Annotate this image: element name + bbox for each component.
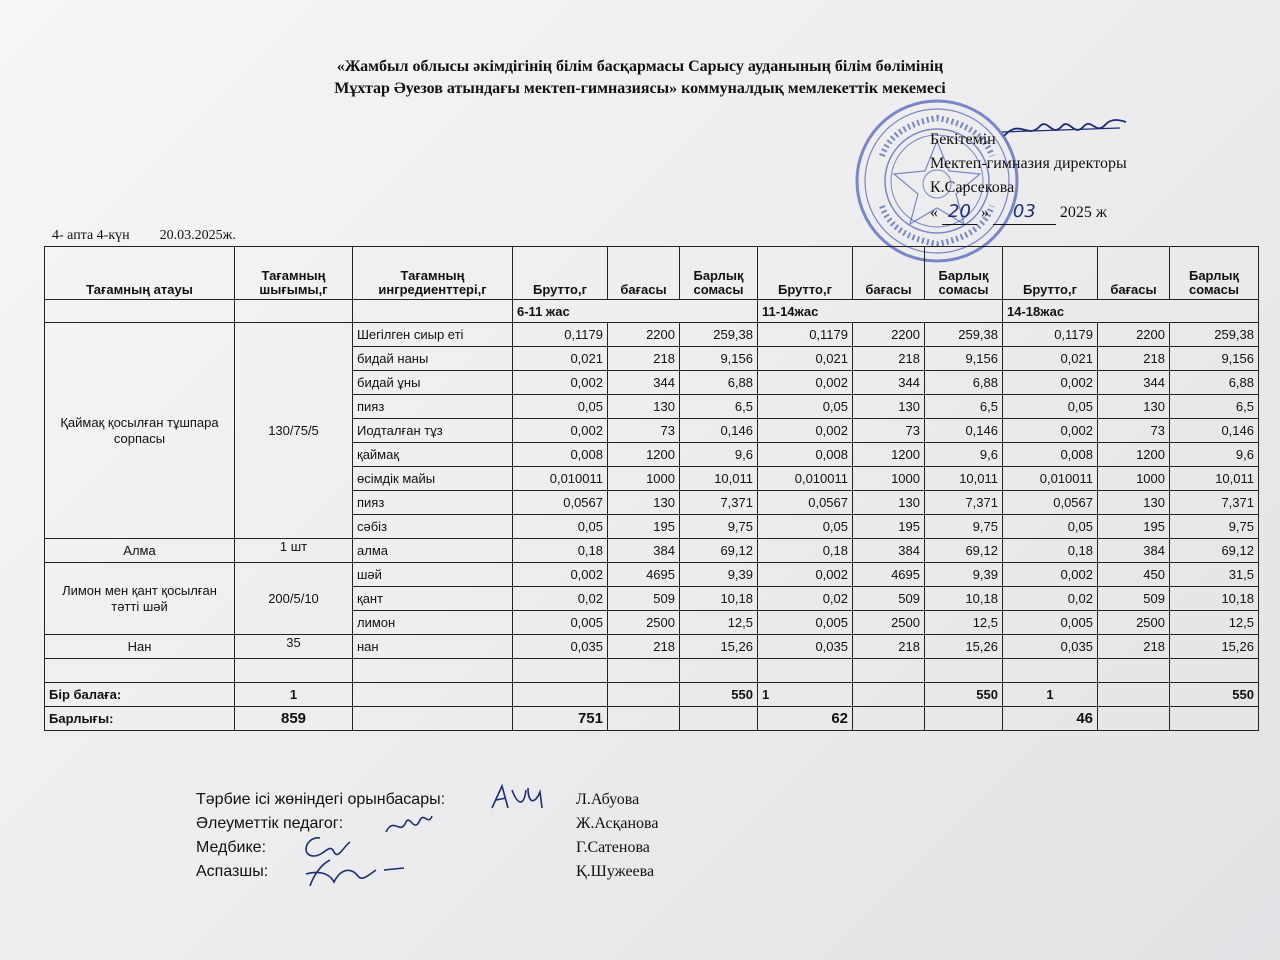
cell-total-2: 0,146	[925, 419, 1003, 443]
cell-total-1: 9,156	[680, 347, 758, 371]
cell-price-1: 130	[608, 491, 680, 515]
cell-total-2: 259,38	[925, 323, 1003, 347]
per-child-row	[45, 683, 1259, 707]
ingredient-name: лимон	[353, 611, 513, 635]
menu-table-head	[45, 247, 1259, 300]
approval-position: Мектеп-гимназия директоры	[930, 155, 1127, 172]
empty-row	[45, 659, 1259, 683]
header-price-3: бағасы	[1098, 247, 1170, 300]
cell-total-3: 9,6	[1170, 443, 1259, 467]
week-label: 4- апта 4-күн	[52, 228, 130, 243]
ingredient-name: бидай ұны	[353, 371, 513, 395]
cell-price-2: 130	[853, 395, 925, 419]
approval-title: Бекітемін	[930, 131, 996, 148]
cell-total-3: 9,156	[1170, 347, 1259, 371]
cell-brutto-2: 0,005	[758, 611, 853, 635]
grand-total-yield: 859	[235, 707, 353, 731]
header-total-1: Барлық сомасы	[680, 247, 758, 300]
age-group-2: 11-14жас	[758, 300, 1003, 323]
cell-brutto-3: 0,05	[1003, 395, 1098, 419]
header-brutto-1: Брутто,г	[513, 247, 608, 300]
per-child-label: Бір балаға:	[45, 683, 235, 707]
cell-total-3: 9,75	[1170, 515, 1259, 539]
cell-brutto-1: 0,002	[513, 563, 608, 587]
cell-price-1: 218	[608, 347, 680, 371]
header-yield: Тағамның шығымы,г	[235, 247, 353, 300]
cell-price-3: 509	[1098, 587, 1170, 611]
cell-price-2: 130	[853, 491, 925, 515]
dish-name: Алма	[45, 539, 235, 563]
cell-brutto-2: 0,035	[758, 635, 853, 659]
signature-row	[196, 812, 716, 836]
ingredient-name: қант	[353, 587, 513, 611]
ingredient-name: Иодталған тұз	[353, 419, 513, 443]
menu-table-footer	[45, 659, 1259, 731]
cell-price-3: 195	[1098, 515, 1170, 539]
cell-total-2: 9,39	[925, 563, 1003, 587]
dish-yield: 1 шт	[235, 539, 353, 563]
cell-total-2: 10,18	[925, 587, 1003, 611]
age-group-row	[45, 300, 1259, 323]
age-group-3: 14-18жас	[1003, 300, 1259, 323]
cell-brutto-3: 0,02	[1003, 587, 1098, 611]
cell-total-2: 12,5	[925, 611, 1003, 635]
cell-total-2: 7,371	[925, 491, 1003, 515]
cell-price-2: 218	[853, 347, 925, 371]
age-group-1: 6-11 жас	[513, 300, 758, 323]
cell-price-2: 344	[853, 371, 925, 395]
cell-total-2: 69,12	[925, 539, 1003, 563]
signature-role: Әлеуметтік педагог:	[196, 815, 344, 832]
menu-table-body	[45, 300, 1259, 659]
cell-price-1: 509	[608, 587, 680, 611]
cell-brutto-2: 0,002	[758, 371, 853, 395]
week-info	[52, 228, 236, 244]
cell-brutto-2: 0,002	[758, 419, 853, 443]
cell-price-3: 218	[1098, 347, 1170, 371]
ingredient-row	[45, 539, 1259, 563]
ingredient-name: пияз	[353, 395, 513, 419]
grand-total-row	[45, 707, 1259, 731]
cell-price-2: 195	[853, 515, 925, 539]
approval-day: 20	[942, 200, 977, 225]
ingredient-name: сәбіз	[353, 515, 513, 539]
cell-total-2: 6,5	[925, 395, 1003, 419]
cell-total-2: 15,26	[925, 635, 1003, 659]
signature-name: Г.Сатенова	[576, 839, 650, 856]
cell-total-1: 9,39	[680, 563, 758, 587]
cell-brutto-3: 0,008	[1003, 443, 1098, 467]
cell-brutto-2: 0,18	[758, 539, 853, 563]
date-quote-open: «	[930, 204, 938, 221]
cell-price-3: 130	[1098, 491, 1170, 515]
cell-total-3: 69,12	[1170, 539, 1259, 563]
cell-brutto-1: 0,05	[513, 515, 608, 539]
cell-brutto-1: 0,02	[513, 587, 608, 611]
cell-price-2: 2200	[853, 323, 925, 347]
ingredient-name: Шегілген сиыр еті	[353, 323, 513, 347]
header-ingredients: Тағамның ингредиенттері,г	[353, 247, 513, 300]
cell-price-3: 218	[1098, 635, 1170, 659]
cell-price-3: 73	[1098, 419, 1170, 443]
cell-total-1: 9,75	[680, 515, 758, 539]
cell-total-1: 259,38	[680, 323, 758, 347]
cell-price-2: 2500	[853, 611, 925, 635]
per-child-total-1: 550	[680, 683, 758, 707]
cell-price-1: 1000	[608, 467, 680, 491]
cell-total-3: 6,88	[1170, 371, 1259, 395]
week-date: 20.03.2025ж.	[159, 228, 236, 243]
signature-role: Медбике:	[196, 839, 267, 856]
cell-brutto-2: 0,008	[758, 443, 853, 467]
cell-price-1: 195	[608, 515, 680, 539]
cell-price-3: 1000	[1098, 467, 1170, 491]
cell-brutto-1: 0,05	[513, 395, 608, 419]
cell-total-2: 6,88	[925, 371, 1003, 395]
cell-total-3: 15,26	[1170, 635, 1259, 659]
signature-role: Тәрбие ісі жөніндегі орынбасары:	[196, 791, 446, 808]
cell-brutto-3: 0,005	[1003, 611, 1098, 635]
cell-total-3: 259,38	[1170, 323, 1259, 347]
cell-total-3: 10,011	[1170, 467, 1259, 491]
cell-price-3: 1200	[1098, 443, 1170, 467]
cell-total-1: 10,18	[680, 587, 758, 611]
cell-total-1: 0,146	[680, 419, 758, 443]
cell-total-1: 12,5	[680, 611, 758, 635]
cell-price-1: 2500	[608, 611, 680, 635]
grand-total-brutto-2: 62	[758, 707, 853, 731]
director-signature-icon	[1000, 112, 1130, 146]
ingredient-row	[45, 323, 1259, 347]
grand-total-brutto-1: 751	[513, 707, 608, 731]
signature-role: Аспазшы:	[196, 863, 269, 880]
cell-price-1: 73	[608, 419, 680, 443]
cell-brutto-3: 0,1179	[1003, 323, 1098, 347]
cell-brutto-1: 0,005	[513, 611, 608, 635]
cell-brutto-1: 0,0567	[513, 491, 608, 515]
ingredient-name: шәй	[353, 563, 513, 587]
cell-brutto-3: 0,021	[1003, 347, 1098, 371]
header-line-2: Мұхтар Әуезов атындағы мектеп-гимназиясы» коммуналдық мемлекеттік мекемесі	[334, 80, 946, 97]
cell-total-3: 6,5	[1170, 395, 1259, 419]
cell-price-1: 4695	[608, 563, 680, 587]
cell-price-3: 450	[1098, 563, 1170, 587]
cell-brutto-3: 0,05	[1003, 515, 1098, 539]
menu-table	[44, 246, 1259, 731]
cell-brutto-1: 0,1179	[513, 323, 608, 347]
handwritten-signature-icon	[488, 782, 548, 814]
dish-name: Нан	[45, 635, 235, 659]
cell-total-1: 7,371	[680, 491, 758, 515]
cell-brutto-3: 0,010011	[1003, 467, 1098, 491]
per-child-total-2: 550	[925, 683, 1003, 707]
cell-total-3: 7,371	[1170, 491, 1259, 515]
cell-brutto-2: 0,05	[758, 515, 853, 539]
cell-price-1: 1200	[608, 443, 680, 467]
cell-brutto-1: 0,035	[513, 635, 608, 659]
cell-brutto-2: 0,021	[758, 347, 853, 371]
cell-brutto-3: 0,002	[1003, 371, 1098, 395]
cell-price-1: 344	[608, 371, 680, 395]
ingredient-name: алма	[353, 539, 513, 563]
cell-total-1: 6,88	[680, 371, 758, 395]
cell-brutto-2: 0,1179	[758, 323, 853, 347]
signature-row	[196, 860, 716, 884]
approval-month: 03	[993, 200, 1056, 225]
cell-brutto-3: 0,0567	[1003, 491, 1098, 515]
cell-price-3: 2200	[1098, 323, 1170, 347]
cell-brutto-3: 0,002	[1003, 419, 1098, 443]
ingredient-row	[45, 635, 1259, 659]
signature-name: Ж.Асқанова	[576, 815, 659, 832]
signature-row	[196, 788, 716, 812]
cell-brutto-1: 0,002	[513, 371, 608, 395]
cell-price-1: 218	[608, 635, 680, 659]
cell-brutto-2: 0,002	[758, 563, 853, 587]
date-quote-close: »	[980, 204, 989, 221]
dish-name: Қаймақ қосылған тұшпара сорпасы	[45, 323, 235, 539]
cell-total-1: 9,6	[680, 443, 758, 467]
ingredient-name: нан	[353, 635, 513, 659]
ingredient-name: пияз	[353, 491, 513, 515]
signature-row	[196, 836, 716, 860]
cell-total-3: 0,146	[1170, 419, 1259, 443]
approval-date	[930, 200, 1230, 225]
cell-price-2: 1000	[853, 467, 925, 491]
handwritten-signature-icon	[300, 856, 410, 890]
cell-price-2: 1200	[853, 443, 925, 467]
ingredient-name: қаймақ	[353, 443, 513, 467]
cell-price-1: 130	[608, 395, 680, 419]
cell-total-2: 10,011	[925, 467, 1003, 491]
header-price-1: бағасы	[608, 247, 680, 300]
cell-brutto-1: 0,18	[513, 539, 608, 563]
header-brutto-2: Брутто,г	[758, 247, 853, 300]
signature-name: Қ.Шужеева	[576, 863, 655, 880]
cell-total-2: 9,6	[925, 443, 1003, 467]
cell-price-3: 130	[1098, 395, 1170, 419]
cell-total-3: 31,5	[1170, 563, 1259, 587]
cell-brutto-1: 0,010011	[513, 467, 608, 491]
cell-total-1: 69,12	[680, 539, 758, 563]
per-child-brutto-2: 1	[758, 683, 853, 707]
header-brutto-3: Брутто,г	[1003, 247, 1098, 300]
cell-price-3: 384	[1098, 539, 1170, 563]
header-price-2: бағасы	[853, 247, 925, 300]
cell-total-2: 9,75	[925, 515, 1003, 539]
grand-total-label: Барлығы:	[45, 707, 235, 731]
cell-brutto-1: 0,002	[513, 419, 608, 443]
ingredient-name: өсімдік майы	[353, 467, 513, 491]
cell-price-2: 73	[853, 419, 925, 443]
cell-price-2: 4695	[853, 563, 925, 587]
cell-brutto-1: 0,008	[513, 443, 608, 467]
cell-total-3: 10,18	[1170, 587, 1259, 611]
cell-total-1: 15,26	[680, 635, 758, 659]
per-child-brutto-3: 1	[1003, 683, 1098, 707]
header-line-1: «Жамбыл облысы әкімдігінің білім басқармасы Сарысу ауданының білім бөлімінің	[336, 58, 944, 75]
cell-brutto-2: 0,010011	[758, 467, 853, 491]
approval-name: К.Сарсекова	[930, 179, 1015, 196]
cell-price-1: 2200	[608, 323, 680, 347]
header-total-2: Барлық сомасы	[925, 247, 1003, 300]
cell-brutto-3: 0,18	[1003, 539, 1098, 563]
ingredient-row	[45, 563, 1259, 587]
cell-total-2: 9,156	[925, 347, 1003, 371]
cell-price-2: 384	[853, 539, 925, 563]
cell-total-1: 6,5	[680, 395, 758, 419]
signatures-block	[196, 788, 716, 884]
header-total-3: Барлық сомасы	[1170, 247, 1259, 300]
cell-brutto-2: 0,02	[758, 587, 853, 611]
dish-yield: 130/75/5	[235, 323, 353, 539]
cell-price-2: 509	[853, 587, 925, 611]
cell-total-1: 10,011	[680, 467, 758, 491]
cell-brutto-1: 0,021	[513, 347, 608, 371]
cell-brutto-3: 0,002	[1003, 563, 1098, 587]
cell-price-1: 384	[608, 539, 680, 563]
per-child-total-3: 550	[1170, 683, 1259, 707]
dish-yield: 35	[235, 635, 353, 659]
header-dish: Тағамның атауы	[45, 247, 235, 300]
dish-yield: 200/5/10	[235, 563, 353, 635]
approval-year: 2025 ж	[1059, 204, 1107, 221]
cell-brutto-2: 0,05	[758, 395, 853, 419]
per-child-yield: 1	[235, 683, 353, 707]
document-header	[120, 56, 1160, 100]
cell-price-3: 2500	[1098, 611, 1170, 635]
ingredient-name: бидай наны	[353, 347, 513, 371]
dish-name: Лимон мен қант қосылған тәтті шәй	[45, 563, 235, 635]
cell-brutto-2: 0,0567	[758, 491, 853, 515]
cell-price-2: 218	[853, 635, 925, 659]
cell-price-3: 344	[1098, 371, 1170, 395]
grand-total-brutto-3: 46	[1003, 707, 1098, 731]
cell-total-3: 12,5	[1170, 611, 1259, 635]
cell-brutto-3: 0,035	[1003, 635, 1098, 659]
signature-name: Л.Абуова	[576, 791, 640, 808]
handwritten-signature-icon	[384, 810, 434, 840]
